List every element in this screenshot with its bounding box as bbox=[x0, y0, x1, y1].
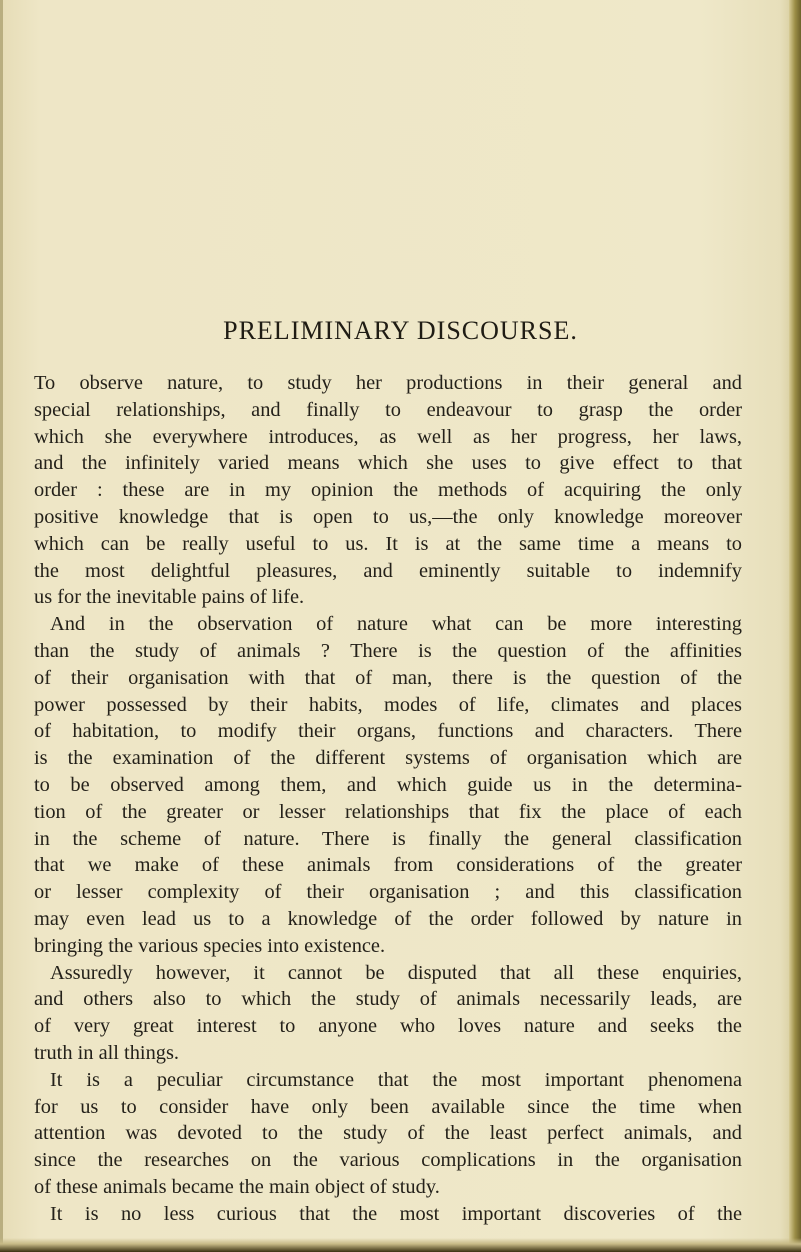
text-line: It is no less curious that the most important discoveries of the bbox=[50, 1202, 742, 1225]
text-line: the most delightful pleasures, and eminently suitable to indemnify bbox=[34, 559, 742, 582]
text-line: bringing the various species into existence. bbox=[34, 934, 386, 957]
text-line: power possessed by their habits, modes of life, climates and places bbox=[34, 693, 742, 716]
text-line: To observe nature, to study her productions in their general and bbox=[34, 372, 742, 394]
text-line: of very great interest to anyone who loves nature and seeks the bbox=[34, 1015, 742, 1038]
text-line: for us to consider have only been available since the time when bbox=[34, 1095, 742, 1118]
page-right-edge-shadow bbox=[789, 0, 801, 1252]
text-line: than the study of animals ? There is the question of the affinities bbox=[34, 639, 742, 662]
text-line: is the examination of the different systems of organisation which are bbox=[34, 747, 742, 770]
text-line: since the researches on the various complications in the organisation bbox=[34, 1149, 742, 1172]
text-line: to be observed among them, and which guide us in the determina- bbox=[34, 773, 742, 796]
text-line: us for the inevitable pains of life. bbox=[34, 586, 305, 609]
text-line: special relationships, and finally to endeavour to grasp the order bbox=[34, 398, 742, 421]
text-line: or lesser complexity of their organisation ; and this classification bbox=[34, 881, 742, 904]
text-line: of habitation, to modify their organs, functions and characters. There bbox=[34, 720, 742, 743]
text-line: truth in all things. bbox=[34, 1041, 179, 1064]
page-bottom-edge-shadow bbox=[0, 1238, 801, 1252]
text-line: of these animals became the main object of study. bbox=[34, 1175, 440, 1198]
text-line: And in the observation of nature what can be more interesting bbox=[50, 613, 742, 636]
text-line: which she everywhere introduces, as well as her progress, her laws, bbox=[34, 425, 742, 448]
text-line: and others also to which the study of animals necessarily leads, are bbox=[34, 988, 742, 1011]
text-line: and the infinitely varied means which she uses to give effect to that bbox=[34, 452, 742, 475]
text-line: It is a peculiar circumstance that the most important phenomena bbox=[50, 1068, 742, 1091]
text-line: order : these are in my opinion the methods of acquiring the only bbox=[34, 479, 742, 502]
text-line: of their organisation with that of man, there is the question of the bbox=[34, 666, 742, 689]
text-line: attention was devoted to the study of the least perfect animals, and bbox=[34, 1122, 742, 1145]
text-line: tion of the greater or lesser relationships that fix the place of each bbox=[34, 800, 742, 823]
body-text bbox=[34, 370, 742, 1228]
text-line: Assuredly however, it cannot be disputed that all these enquiries, bbox=[50, 961, 742, 984]
text-line: positive knowledge that is open to us,—the only knowledge moreover bbox=[34, 505, 742, 528]
text-line: that we make of these animals from considerations of the greater bbox=[34, 854, 742, 877]
text-line: which can be really useful to us. It is at the same time a means to bbox=[34, 532, 742, 555]
text-line: may even lead us to a knowledge of the order followed by nature in bbox=[34, 907, 742, 930]
page-title: PRELIMINARY DISCOURSE. bbox=[223, 316, 578, 345]
text-line: in the scheme of nature. There is finally the general classification bbox=[34, 827, 742, 850]
page-left-edge bbox=[0, 0, 3, 1252]
